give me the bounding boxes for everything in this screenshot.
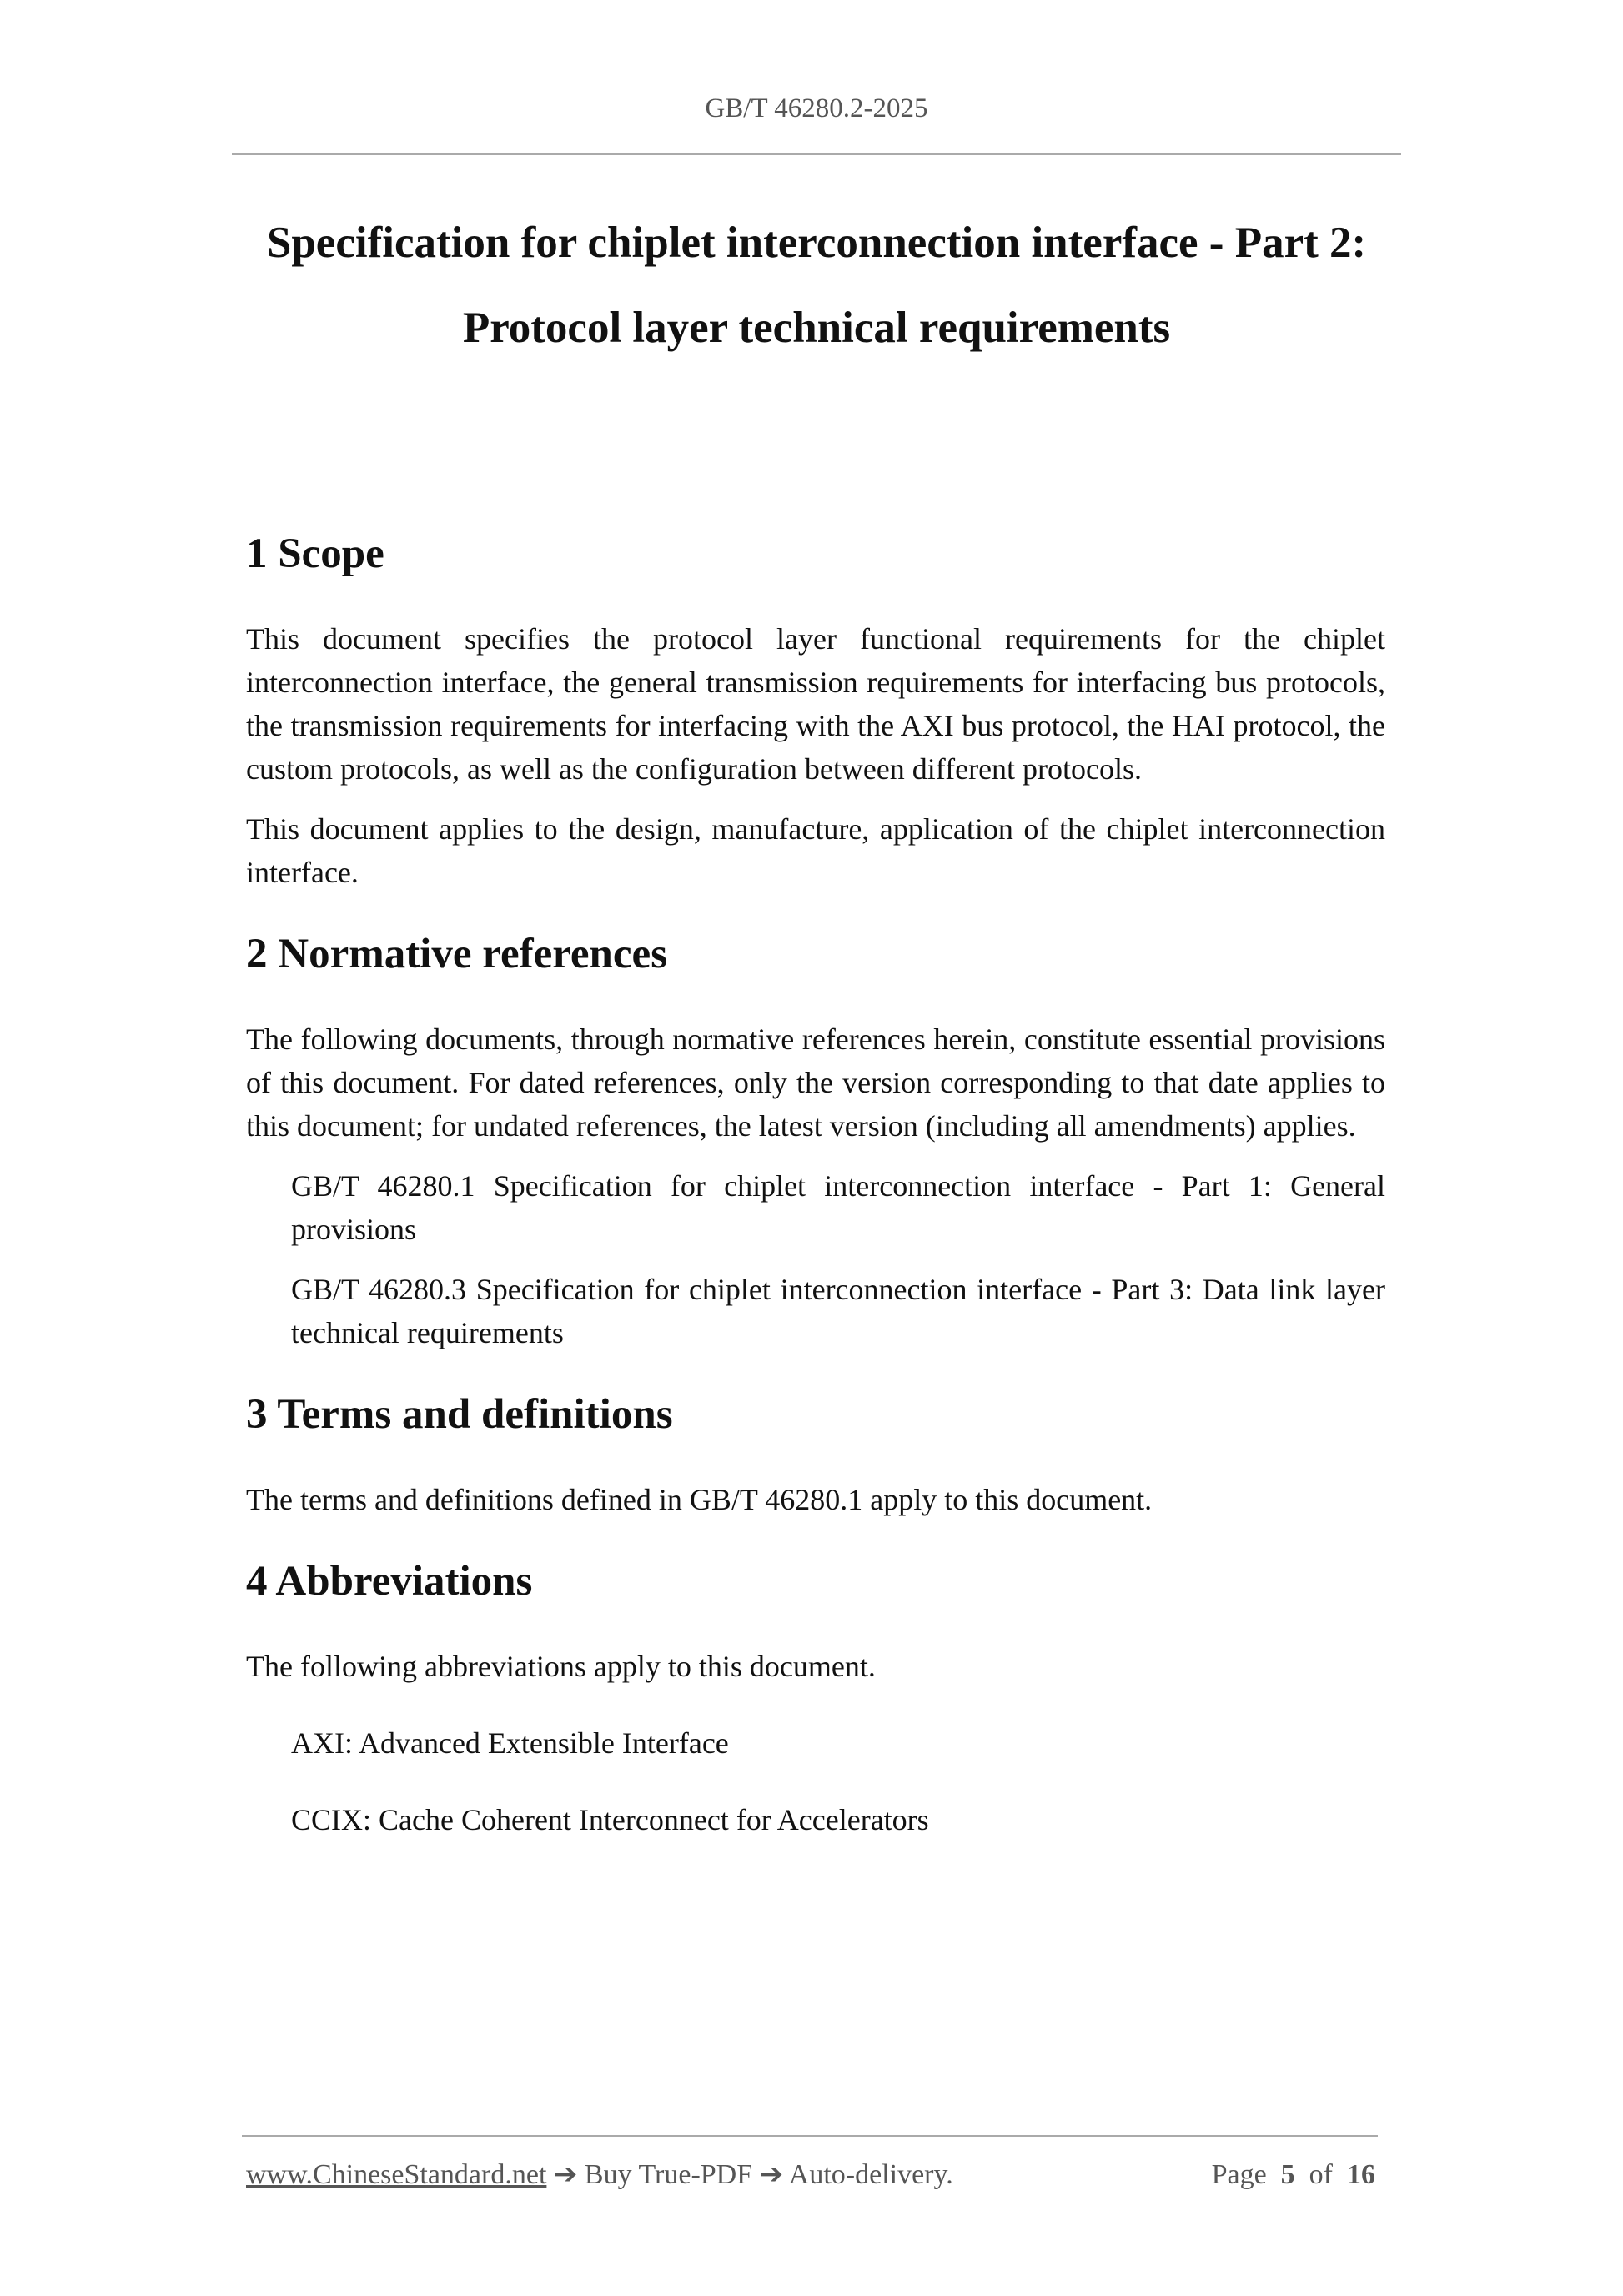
- normative-reference-2: GB/T 46280.3 Specification for chiplet interconnection interface - Part 3: Data link layer technical requirements: [291, 1273, 1385, 1349]
- section-heading-abbreviations: 4 Abbreviations: [246, 1558, 533, 1605]
- document-body: [246, 525, 1385, 1841]
- footer-promo: [246, 2155, 953, 2195]
- abbreviations-paragraph-1: The following abbreviations apply to this document.: [246, 1650, 876, 1683]
- terms-paragraph-1: The terms and definitions defined in GB/T 46280.1 apply to this document.: [246, 1483, 1153, 1516]
- section-heading-normative-references: 2 Normative references: [246, 931, 668, 977]
- document-title: [232, 200, 1401, 370]
- scope-paragraph-1: This document specifies the protocol layer functional requirements for the chiplet interconnection interface, the general transmission requirements for interfacing bus protocols, the transmission requirements for interfacing with the AXI bus protocol, the HAI protocol, the custom protocols, as well as the configuration between different protocols.: [246, 622, 1385, 786]
- abbreviation-item: CCIX: Cache Coherent Interconnect for Accelerators: [291, 1803, 929, 1836]
- arrow-right-icon: ➔: [553, 2159, 578, 2190]
- normative-paragraph-1: The following documents, through normative references herein, constitute essential provisions of this document. For dated references, only the version corresponding to that date applies to this document; for undated references, the latest version (including all amendments) applies.: [246, 1022, 1385, 1143]
- scope-paragraph-2: This document applies to the design, manufacture, application of the chiplet interconnection interface.: [246, 812, 1385, 889]
- page-label: Page: [1211, 2159, 1267, 2190]
- title-line-2: Protocol layer technical requirements: [462, 304, 1171, 352]
- section-heading-terms: 3 Terms and definitions: [246, 1391, 673, 1438]
- auto-delivery-text: Auto-delivery.: [788, 2159, 953, 2190]
- site-link[interactable]: www.ChineseStandard.net: [246, 2159, 547, 2190]
- page-number: [1212, 2155, 1375, 2195]
- arrow-right-icon: ➔: [759, 2159, 784, 2190]
- buy-true-pdf-text: Buy True-PDF: [584, 2159, 753, 2190]
- abbreviation-item: AXI: Advanced Extensible Interface: [291, 1726, 729, 1760]
- of-label: of: [1309, 2159, 1333, 2190]
- header-rule: [232, 153, 1401, 155]
- normative-reference-1: GB/T 46280.1 Specification for chiplet interconnection interface - Part 1: General provisions: [291, 1169, 1385, 1246]
- footer-rule: [242, 2135, 1378, 2137]
- total-pages: 16: [1347, 2159, 1375, 2190]
- current-page: 5: [1280, 2159, 1295, 2190]
- section-heading-scope: 1 Scope: [246, 530, 384, 577]
- running-header: GB/T 46280.2-2025: [705, 93, 928, 123]
- title-line-1: Specification for chiplet interconnection interface - Part 2:: [266, 219, 1367, 267]
